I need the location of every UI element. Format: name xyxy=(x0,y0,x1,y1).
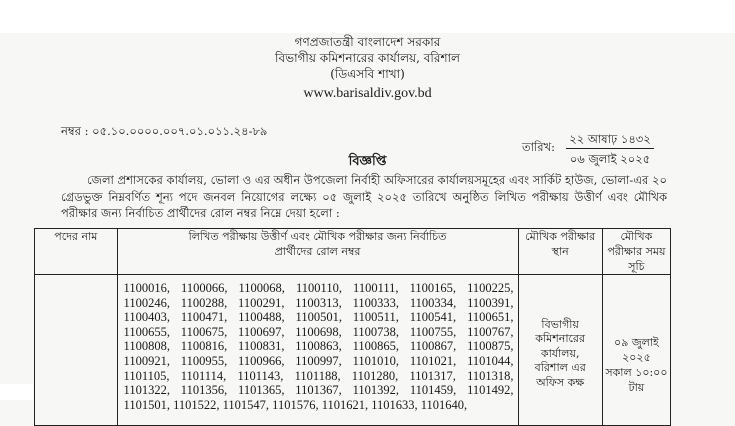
office-name: বিভাগীয় কমিশনারের কার্যালয়, বরিশাল xyxy=(275,51,460,65)
letterhead xyxy=(0,34,735,104)
scan-edge xyxy=(0,384,33,400)
header-schedule: মৌখিক পরীক্ষার সময় সূচি xyxy=(602,229,670,275)
date-label: তারিখ: xyxy=(522,140,556,154)
date-bangla: ২২ আষাঢ় ১৪৩২ xyxy=(566,132,654,149)
table-header-row xyxy=(35,229,671,275)
notice-body xyxy=(61,172,667,222)
schedule-cell xyxy=(602,275,670,426)
schedule-time: সকাল ১০:০০ টায় xyxy=(605,366,668,394)
website-url: www.barisaldiv.gov.bd xyxy=(303,86,432,101)
branch-name: (ডিএসবি শাখা) xyxy=(330,67,405,81)
header-rolls: লিখিত পরীক্ষায় উত্তীর্ণ এবং মৌখিক পরীক্ষার জন্য নির্বাচিত প্রার্থীদের রোল নম্বর xyxy=(117,229,518,275)
government-name: গণপ্রজাতন্ত্রী বাংলাদেশ সরকার xyxy=(294,35,441,49)
table-row xyxy=(35,275,671,426)
schedule-date: ০৯ জুলাই ২০২৫ xyxy=(614,336,659,364)
venue-cell: বিভাগীয় কমিশনারের কার্যালয়, বরিশাল এর অফিস কক্ষ xyxy=(518,275,602,426)
memo-number: নম্বর : ০৫.১০.০০০০.০০৭.০১.০১১.২৪-৮৯ xyxy=(61,124,268,138)
header-post: পদের নাম xyxy=(35,229,118,275)
date-english: ০৬ জুলাই ২০২৫ xyxy=(569,152,651,166)
top-margin xyxy=(0,0,735,33)
roll-numbers-cell: 1100016, 1100066, 1100068, 1100110, 1100111, 1100165, 1100225, 1100246, 1100288, 1100291, 1100313, 1100333, 1100334, 1100391, 1100403, 1100471, 1100488, 1100501, 1100511, 1100541, 1100651, 1100655, 1100675, 1100697, 1100698, 1100738, 1100755, 1100767, 1100808, 1100816, 1100831, 1100863, 1100865, 1100867, 1100875, 1100921, 1100955, 1100966, 1100997, 1101010, 1101021, 1101044, 1101105, 1101114, 1101143, 1101188, 1101280, 1101317, 1101318, 1101322, 1101356, 1101365, 1101367, 1101392, 1101459, 1101492, 1101501, 1101522, 1101547, 1101576, 1101621, 1101633, 1101640, xyxy=(117,275,518,426)
result-table xyxy=(34,228,671,426)
notice-body-text: জেলা প্রশাসকের কার্যালয়, ভোলা ও এর অধীন উপজেলা নির্বাহী অফিসারের কার্যালয়সমূহের এবং সার্কিট হাউজ, ভোলা-এর ২০ গ্রেডভুক্ত নিম্নবর্ণিত শূন্য পদে জনবল নিয়োগের লক্ষ্যে ০৫ জুলাই ২০২৫ তারিখে অনুষ্ঠিত লিখিত পরীক্ষায় উত্তীর্ণ এবং মৌখিক পরীক্ষার জন্য নির্বাচিত প্রার্থীদের রোল নম্বর নিম্নে দেয়া হলো : xyxy=(61,173,667,220)
header-venue: মৌখিক পরীক্ষার স্থান xyxy=(518,229,602,275)
post-cell xyxy=(35,275,118,426)
notice-title: বিজ্ঞপ্তি xyxy=(348,154,387,169)
